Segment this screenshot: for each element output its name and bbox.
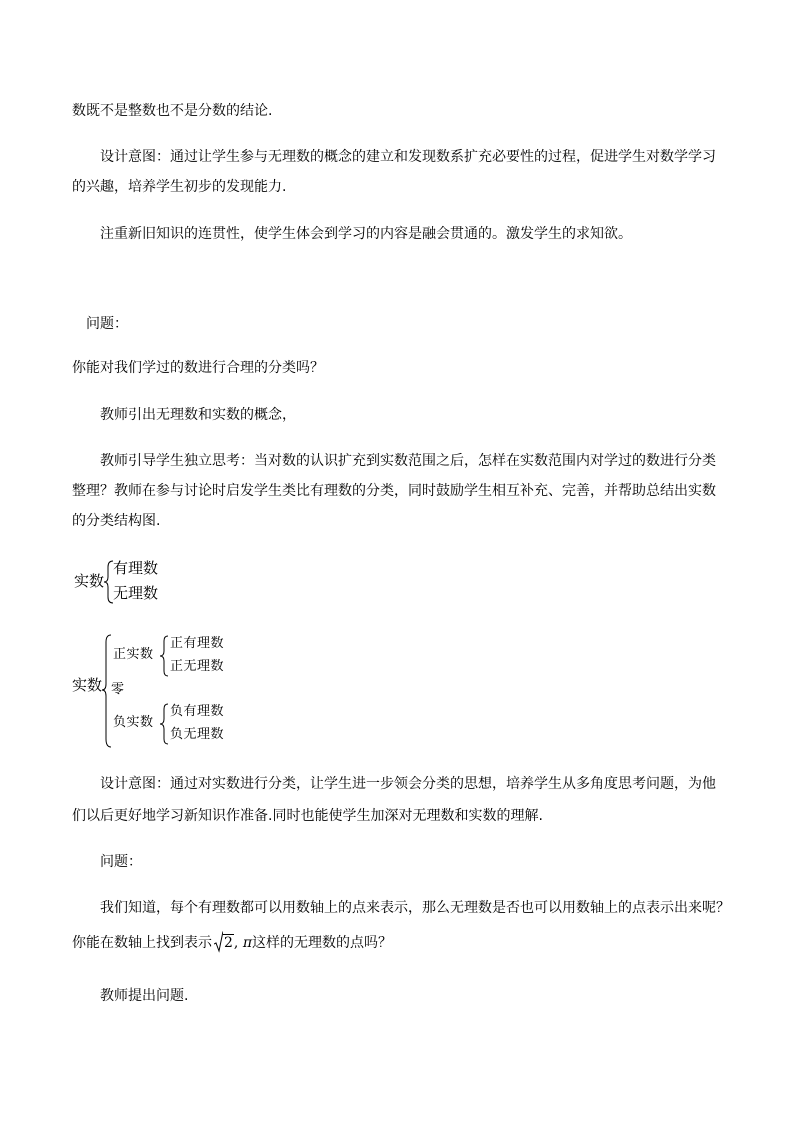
diagram2-positive-label: 正实数 bbox=[113, 647, 154, 662]
question-2-line-2-prefix: 你能在数轴上找到表示 bbox=[72, 935, 212, 951]
radical-sign-icon bbox=[214, 931, 223, 953]
design-intent-1-line-1: 设计意图：通过让学生参与无理数的概念的建立和发现数系扩充必要性的过程，促进学生对数学学习 bbox=[100, 149, 716, 165]
question-1-text: 你能对我们学过的数进行合理的分类吗？ bbox=[72, 360, 324, 376]
teacher-raise-question: 教师提出问题. bbox=[100, 988, 189, 1004]
diagram2-negative-rational: 负有理数 bbox=[170, 704, 225, 719]
diagram2-root-label: 实数 bbox=[72, 676, 103, 694]
design-intent-2-line-1: 设计意图：通过对实数进行分类，让学生进一步领会分类的思想，培养学生从多角度思考问题，为他 bbox=[100, 776, 716, 792]
diagram1-root-label: 实数 bbox=[74, 572, 105, 590]
diagram1-child-irrational: 无理数 bbox=[113, 584, 159, 602]
question-2-label: 问题： bbox=[100, 854, 142, 870]
diagram2-negative-label: 负实数 bbox=[113, 715, 154, 730]
sqrt-argument: 2 bbox=[224, 935, 233, 951]
paragraph-continuity: 注重新旧知识的连贯性，使学生体会到学习的内容是融会贯通的。激发学生的求知欲。 bbox=[100, 226, 632, 242]
comma-separator: , bbox=[233, 935, 239, 951]
question-2-line-1: 我们知道，每个有理数都可以用数轴上的点来表示，那么无理数是否也可以用数轴上的点表示出来呢？ bbox=[100, 900, 730, 916]
teacher-guide-line-2: 整理？教师在参与讨论时启发学生类比有理数的分类，同时鼓励学生相互补充、完善，并帮助总结出实数 bbox=[72, 483, 716, 499]
teacher-guide-line-3: 的分类结构图. bbox=[72, 513, 161, 529]
sqrt-expression bbox=[214, 933, 234, 953]
question-1-label: 问题： bbox=[86, 316, 128, 332]
question-2-line-2-suffix: 这样的无理数的点吗？ bbox=[252, 935, 393, 951]
diagram1-child-rational: 有理数 bbox=[113, 559, 159, 577]
design-intent-1-line-2: 的兴趣，培养学生初步的发现能力. bbox=[72, 179, 287, 195]
design-intent-2-line-2: 们以后更好地学习新知识作准备.同时也能使学生加深对无理数和实数的理解. bbox=[72, 808, 543, 824]
diagram2-positive-irrational: 正无理数 bbox=[170, 659, 225, 674]
diagram2-positive-brace-icon bbox=[160, 635, 169, 677]
paragraph-conclusion: 数既不是整数也不是分数的结论. bbox=[72, 103, 273, 119]
teacher-intro-concepts: 教师引出无理数和实数的概念， bbox=[100, 407, 296, 423]
teacher-guide-line-1: 教师引导学生独立思考：当对数的认识扩充到实数范围之后，怎样在实数范围内对学过的数进行分类 bbox=[100, 453, 716, 469]
diagram2-negative-brace-icon bbox=[160, 703, 169, 745]
diagram2-zero-label: 零 bbox=[111, 682, 125, 697]
question-2-line-2 bbox=[72, 933, 392, 953]
diagram2-negative-irrational: 负无理数 bbox=[170, 727, 225, 742]
pi-symbol: π bbox=[242, 935, 253, 951]
diagram2-positive-rational: 正有理数 bbox=[170, 636, 225, 651]
